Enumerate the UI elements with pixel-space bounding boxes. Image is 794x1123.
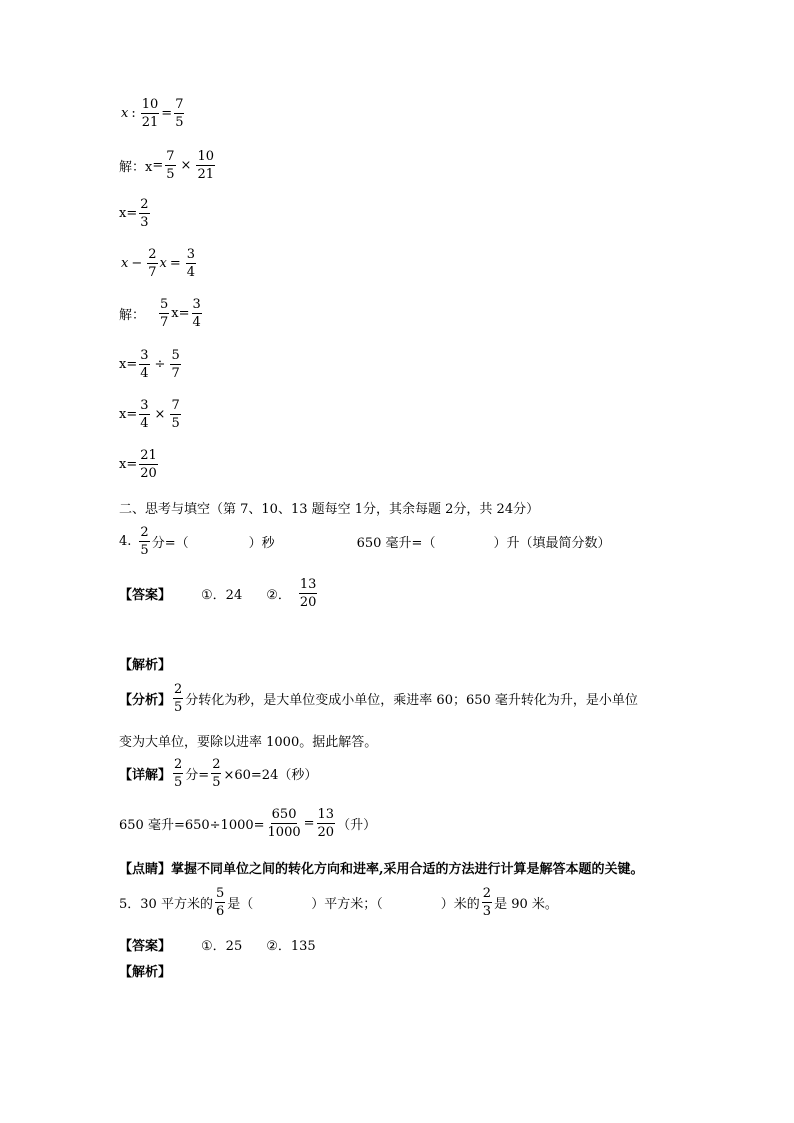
analysis-label: 【解析】 <box>119 658 172 673</box>
question-5: 5．30 平方米的 $\frac{5}{6}$ 是（ ）平方米；（ ）米的 $\frac{2}{3}$ 是 90 米。 <box>119 886 558 919</box>
equation-2: x − $\frac{2}{7}$ x = $\frac{3}{4}$ <box>121 247 196 280</box>
equation-2-step-2: x = $\frac{3}{4}$ × $\frac{7}{5}$ <box>119 398 180 431</box>
fraction: $\frac{10}{21}$ <box>141 97 159 130</box>
fraction: $\frac{2}{3}$ <box>482 886 492 919</box>
fraction: $\frac{5}{7}$ <box>160 297 169 330</box>
fraction: $\frac{21}{20}$ <box>140 448 157 481</box>
detail-solution-2: 650 毫升=650÷1000= $\frac{650}{1000}$ = $\frac{13}{20}$ （升） <box>119 807 377 840</box>
fraction: $\frac{3}{4}$ <box>192 297 201 330</box>
equation-2-solution: 解： $\frac{5}{7}$ x = $\frac{3}{4}$ <box>119 297 201 330</box>
var-x: x <box>121 106 129 121</box>
analysis-text-cont: 变为大单位，要除以进率 1000。据此解答。 <box>119 735 378 750</box>
section-heading: 二、思考与填空（第 7、10、13 题每空 1分，其余每题 2分，共 24分） <box>119 502 540 517</box>
fraction: $\frac{650}{1000}$ <box>267 807 301 840</box>
equation-1-solution: 解：x = $\frac{7}{5}$ × $\frac{10}{21}$ <box>119 149 214 182</box>
equation-1-answer: x = $\frac{2}{3}$ <box>119 197 149 230</box>
answer-4: 【答案】 ①．24 ②． $\frac{13}{20}$ <box>119 577 317 610</box>
fraction: $\frac{7}{5}$ <box>166 149 175 182</box>
question-4: 4. $\frac{2}{5}$ 分=（ ）秒 650 毫升=（ ）升（填最简分数） <box>119 525 611 558</box>
fraction: $\frac{7}{5}$ <box>175 97 184 130</box>
key-point: 【点睛】 掌握不同单位之间的转化方向和进率,采用合适的方法进行计算是解答本题的关键。 <box>119 862 644 877</box>
analysis-label-5: 【解析】 <box>119 965 172 980</box>
fraction: $\frac{2}{7}$ <box>148 247 157 280</box>
fraction: $\frac{2}{5}$ <box>140 525 149 558</box>
fraction: $\frac{3}{4}$ <box>140 348 149 381</box>
answer-label: 【答案】 <box>119 588 172 603</box>
fraction: $\frac{5}{7}$ <box>171 348 180 381</box>
fraction: $\frac{2}{5}$ <box>174 757 183 790</box>
equation-1: x : $\frac{10}{21}$ = $\frac{7}{5}$ <box>121 97 184 130</box>
equation-2-answer: x = $\frac{21}{20}$ <box>119 448 157 481</box>
fraction: $\frac{13}{20}$ <box>317 807 335 840</box>
analysis-text: 【分析】 $\frac{2}{5}$ 分转化为秒，是大单位变成小单位，乘进率 60；650 毫升转化为升，是小单位 <box>119 682 638 715</box>
fraction: $\frac{5}{6}$ <box>215 886 225 919</box>
detail-solution: 【详解】 $\frac{2}{5}$ 分= $\frac{2}{5}$ ×60=24（秒） <box>119 757 318 790</box>
fraction: $\frac{2}{3}$ <box>140 197 149 230</box>
fraction: $\frac{2}{5}$ <box>174 682 183 715</box>
equation-2-step-1: x = $\frac{3}{4}$ ÷ $\frac{5}{7}$ <box>119 348 180 381</box>
answer-5: 【答案】 ①．25 ②．135 <box>119 939 316 954</box>
fraction: $\frac{3}{4}$ <box>140 398 149 431</box>
fraction: $\frac{13}{20}$ <box>299 577 317 610</box>
fraction: $\frac{2}{5}$ <box>212 757 221 790</box>
fraction: $\frac{10}{21}$ <box>197 149 214 182</box>
fraction: $\frac{7}{5}$ <box>171 398 180 431</box>
fraction: $\frac{3}{4}$ <box>186 247 196 280</box>
